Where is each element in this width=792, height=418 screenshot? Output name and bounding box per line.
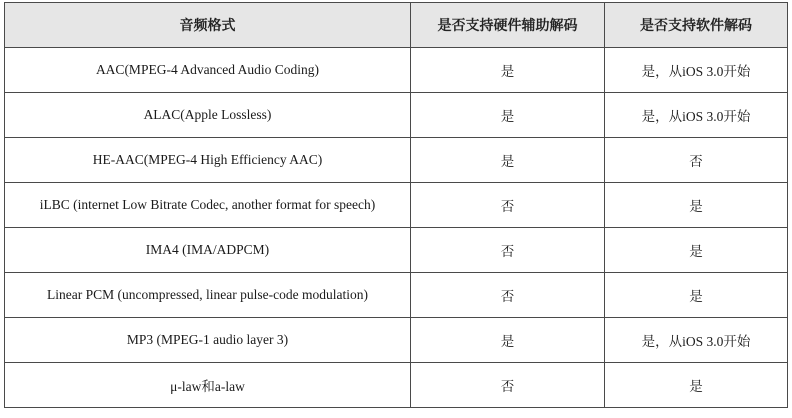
table-header xyxy=(5,3,788,48)
cell-hardware: 是 xyxy=(411,48,605,93)
table-row xyxy=(5,228,788,273)
cell-format: IMA4 (IMA/ADPCM) xyxy=(5,228,411,273)
cell-hardware: 否 xyxy=(411,228,605,273)
cell-software: 是 xyxy=(605,363,788,408)
cell-format: ALAC(Apple Lossless) xyxy=(5,93,411,138)
table-row xyxy=(5,318,788,363)
cell-software: 是 xyxy=(605,183,788,228)
header-row xyxy=(5,3,788,48)
cell-hardware: 是 xyxy=(411,318,605,363)
cell-hardware: 是 xyxy=(411,138,605,183)
cell-software: 是 xyxy=(605,273,788,318)
cell-format: HE-AAC(MPEG-4 High Efficiency AAC) xyxy=(5,138,411,183)
cell-format: AAC(MPEG-4 Advanced Audio Coding) xyxy=(5,48,411,93)
cell-hardware: 否 xyxy=(411,273,605,318)
audio-format-support-table xyxy=(4,2,788,408)
cell-format: MP3 (MPEG-1 audio layer 3) xyxy=(5,318,411,363)
cell-software: 是，从iOS 3.0开始 xyxy=(605,48,788,93)
table-row xyxy=(5,363,788,408)
table-row xyxy=(5,93,788,138)
table-row xyxy=(5,48,788,93)
cell-format: μ-law和a-law xyxy=(5,363,411,408)
header-software-decoding: 是否支持软件解码 xyxy=(605,3,788,48)
header-hardware-decoding: 是否支持硬件辅助解码 xyxy=(411,3,605,48)
table-body xyxy=(5,48,788,408)
table-row xyxy=(5,138,788,183)
cell-hardware: 否 xyxy=(411,363,605,408)
cell-software: 是 xyxy=(605,228,788,273)
cell-format: iLBC (internet Low Bitrate Codec, another format for speech) xyxy=(5,183,411,228)
cell-format: Linear PCM (uncompressed, linear pulse-code modulation) xyxy=(5,273,411,318)
cell-software: 是，从iOS 3.0开始 xyxy=(605,93,788,138)
header-audio-format: 音频格式 xyxy=(5,3,411,48)
table-row xyxy=(5,183,788,228)
cell-hardware: 否 xyxy=(411,183,605,228)
cell-software: 否 xyxy=(605,138,788,183)
cell-hardware: 是 xyxy=(411,93,605,138)
table-row xyxy=(5,273,788,318)
cell-software: 是，从iOS 3.0开始 xyxy=(605,318,788,363)
